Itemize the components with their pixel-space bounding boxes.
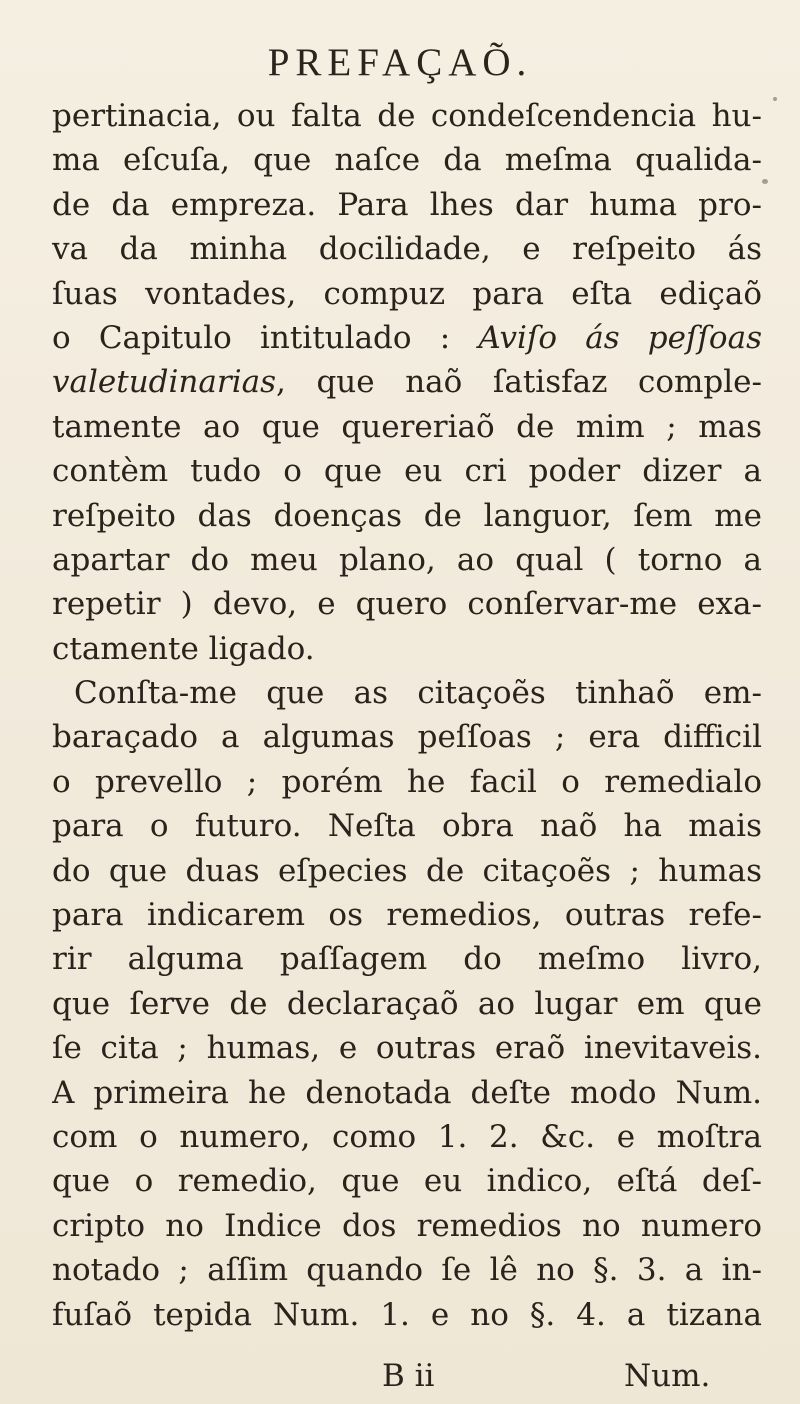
text-line-24: com o numero, como 1. 2. &c. e moſtra: [52, 1118, 762, 1155]
text-line-21: que ſerve de declaraçaõ ao lugar em que: [52, 985, 762, 1022]
body-text: [52, 94, 762, 1337]
text-line-2: ma eſcuſa, que naſce da meſma qualida-: [52, 142, 762, 179]
ink-speck: [773, 97, 777, 101]
text-line-9: contèm tudo o que eu cri poder dizer a: [52, 453, 762, 490]
text-line-7-rest: , que naõ ſatisfaz comple-: [276, 364, 762, 401]
text-line-19: para indicarem os remedios, outras refe-: [52, 897, 762, 934]
text-line-11: apartar do meu plano, ao qual ( torno a: [52, 541, 762, 578]
text-line-22: ſe cita ; humas, e outras eraõ inevitaveis.: [52, 1030, 762, 1067]
italic-title-cont: valetudinarias: [52, 364, 277, 401]
text-line-4: va da minha docilidade, e reſpeito ás: [52, 231, 762, 268]
signature-mark: B ii: [382, 1358, 435, 1394]
text-line-15: baraçado a algumas peſſoas ; era difficil: [52, 719, 762, 756]
text-line-25: que o remedio, que eu indico, eſtá deſ-: [52, 1163, 762, 1200]
text-line-13: ctamente ligado.: [52, 630, 315, 667]
text-line-6-start: o Capitulo intitulado :: [52, 319, 451, 356]
text-line-7: [52, 360, 762, 404]
text-line-23: A primeira he denotada deſte modo Num.: [52, 1074, 762, 1111]
ink-speck: [762, 179, 768, 184]
text-line-28: fuſaõ tepida Num. 1. e no §. 4. a tizana: [52, 1296, 762, 1333]
text-line-1: pertinacia, ou falta de condeſcendencia hu-: [52, 98, 762, 134]
text-line-27: notado ; aſſim quando ſe lê no §. 3. a in-: [52, 1252, 762, 1289]
text-line-17: para o futuro. Neſta obra naõ ha mais: [52, 808, 762, 845]
running-head: PREFAÇAÕ.: [267, 41, 533, 84]
italic-title: Aviſo ás peſſoas: [478, 319, 762, 356]
page-footer: [0, 1354, 800, 1398]
catchword: Num.: [624, 1358, 711, 1394]
text-line-8: tamente ao que quereriaõ de mim ; mas: [52, 408, 762, 445]
text-line-14: Conſta-me que as citaçoẽs tinhaõ em-: [74, 675, 762, 712]
text-line-20: rir alguma paſſagem do meſmo livro,: [52, 941, 762, 978]
text-line-12: repetir ) devo, e quero conſervar-me exa-: [52, 586, 762, 623]
text-line-3: de da empreza. Para lhes dar huma pro-: [52, 186, 762, 223]
text-line-18: do que duas eſpecies de citaçoẽs ; humas: [52, 852, 762, 889]
text-line-26: cripto no Indice dos remedios no numero: [52, 1207, 762, 1244]
text-line-10: reſpeito das doenças de languor, ſem me: [52, 497, 762, 534]
text-line-16: o prevello ; porém he facil o remedialo: [52, 763, 762, 800]
text-line-6: [52, 316, 762, 360]
text-line-5: ſuas vontades, compuz para eſta ediçaõ: [52, 275, 762, 312]
